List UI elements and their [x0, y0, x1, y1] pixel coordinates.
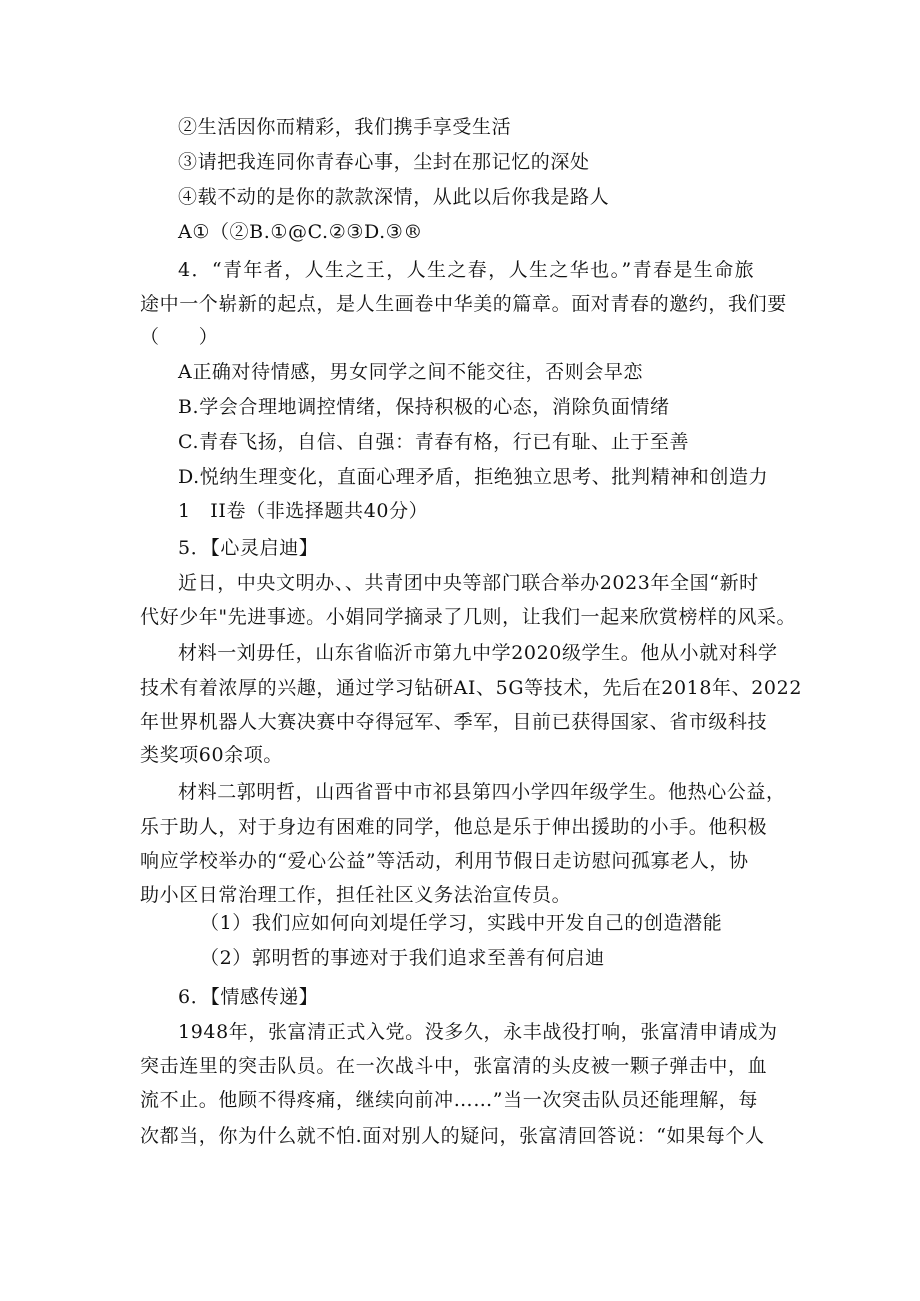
q4-stem-line-2: 途中一个崭新的起点，是人生画卷中华美的篇章。面对青春的邀约，我们要: [140, 293, 787, 315]
q5-subquestion-2: （2）郭明哲的事迹对于我们追求至善有何启迪: [200, 947, 605, 969]
q5-intro-line-2: 代好少年"先进事迹。小娟同学摘录了几则，让我们一起来欣赏榜样的风采。: [140, 606, 797, 628]
q5-subquestion-1: （1）我们应如何向刘堤任学习，实践中开发自己的创造潜能: [200, 912, 723, 934]
q5-material1-line-1: 材料一刘毋任，山东省临沂市第九中学2020级学生。他从小就对科学: [178, 642, 778, 664]
q3-option-3: ③请把我连同你青春心事，尘封在那记忆的深处: [178, 151, 590, 173]
q6-line-1: 1948年，张富清正式入党。没多久，永丰战役打响，张富清申请成为: [178, 1021, 778, 1043]
q5-material2-line-3: 响应学校举办的“爱心公益”等活动，利用节假日走访慰问孤寡老人，协: [140, 850, 749, 872]
q5-material1-line-2: 技术有着浓厚的兴趣，通过学习钻研AI、5G等技术，先后在2018年、2022: [140, 677, 803, 699]
q6-line-3: 流不止。他顾不得疼痛，继续向前冲……”当一次突击队员还能理解，每: [140, 1089, 758, 1111]
q4-option-b: B.学会合理地调控情绪，保持积极的心态，消除负面情绪: [178, 396, 670, 418]
q4-stem-line-1: 4．“青年者，人生之王，人生之春，人生之华也。”青春是生命旅: [178, 259, 756, 281]
q5-material1-line-4: 类奖项60余项。: [140, 744, 283, 766]
q5-material2-line-4: 助小区日常治理工作，担任社区义务法治宣传员。: [140, 884, 572, 906]
q6-line-2: 突击连里的突击队员。在一次战斗中，张富清的头皮被一颗子弹击中，血: [140, 1055, 768, 1077]
q6-heading: 6．【情感传递】: [178, 986, 319, 1008]
q5-intro-line-1: 近日，中央文明办、、共青团中央等部门联合举办2023年全国“新时: [178, 572, 759, 594]
q3-option-2: ②生活因你而精彩，我们携手享受生活: [178, 116, 512, 138]
q5-material2-line-2: 乐于助人，对于身边有困难的同学，他总是乐于伸出援助的小手。他积极: [140, 816, 768, 838]
q5-material1-line-3: 年世界机器人大赛决赛中夺得冠军、季军，目前已获得国家、省市级科技: [140, 711, 768, 733]
section-title: 1 II卷（非选择题共40分）: [178, 500, 429, 522]
q4-option-a: A正确对待情感，男女同学之间不能交往，否则会早恋: [178, 361, 644, 383]
q3-option-4: ④载不动的是你的款款深情，从此以后你我是路人: [178, 186, 610, 208]
q3-choices: A①（②B.①@C.②③D.③®: [178, 221, 423, 243]
q6-line-4: 次都当，你为什么就不怕.面对别人的疑问，张富清回答说：“如果每个人: [140, 1125, 765, 1147]
q4-option-d: D.悦纳生理变化，直面心理矛盾，拒绝独立思考、批判精神和创造力: [178, 466, 769, 488]
q5-material2-line-1: 材料二郭明哲，山西省晋中市祁县第四小学四年级学生。他热心公益，: [178, 781, 786, 803]
q4-option-c: C.青春飞扬，自信、自强：青春有格，行已有耻、止于至善: [178, 431, 690, 453]
q5-heading: 5．【心灵启迪】: [178, 537, 319, 559]
q4-stem-line-3: （ ）: [140, 326, 219, 348]
